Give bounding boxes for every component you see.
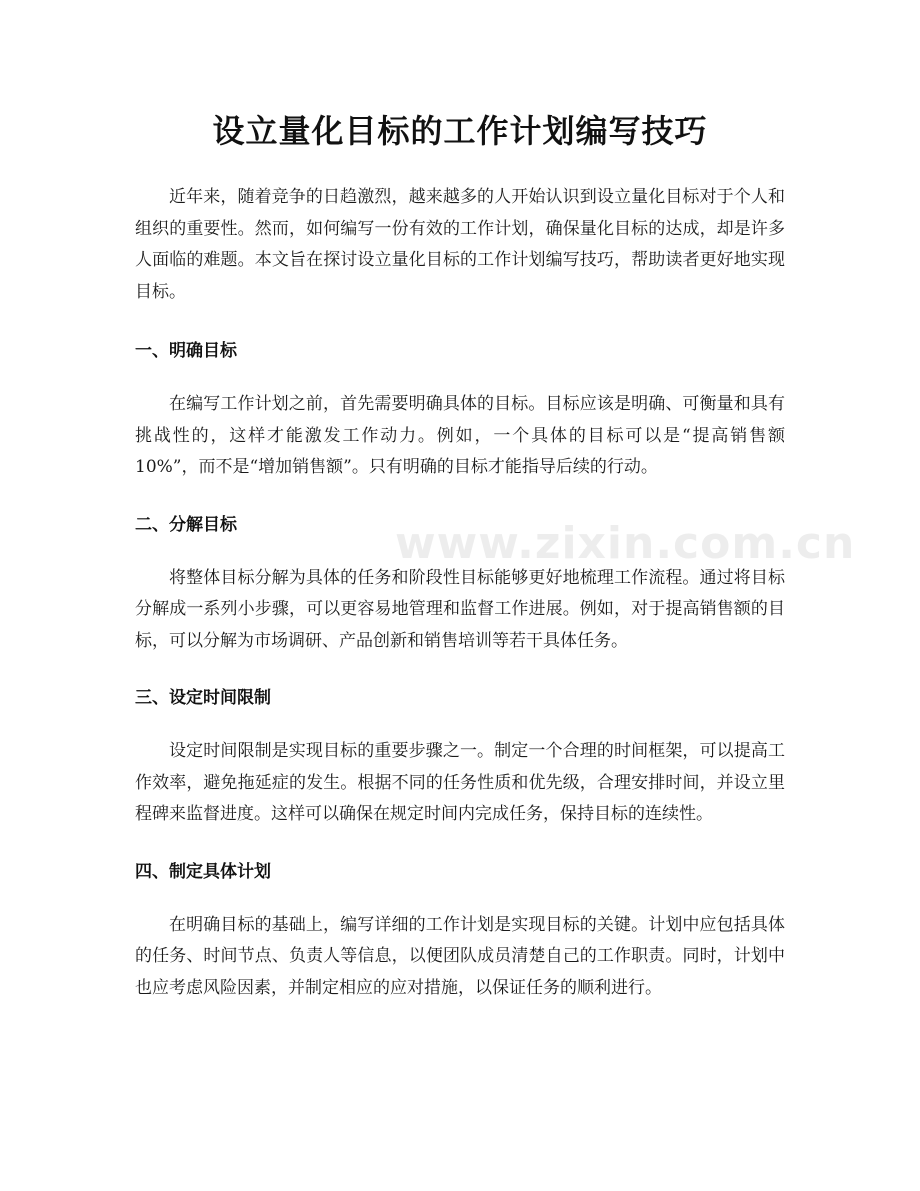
- section-body-1: 在编写工作计划之前，首先需要明确具体的目标。目标应该是明确、可衡量和具有挑战性的，这样才能激发工作动力。例如，一个具体的目标可以是“提高销售额 10%”，而不是“增加销售额”。只有明确的目标才能指导后续的行动。: [135, 394, 785, 477]
- section-body-4: 在明确目标的基础上，编写详细的工作计划是实现目标的关键。计划中应包括具体的任务、时间节点、负责人等信息，以便团队成员清楚自己的工作职责。同时，计划中也应考虑风险因素，并制定相应的应对措施，以保证任务的顺利进行。: [135, 914, 785, 998]
- document-body: [135, 182, 785, 1004]
- section-heading-4: 四、制定具体计划: [135, 861, 271, 882]
- section-body-2: 将整体目标分解为具体的任务和阶段性目标能够更好地梳理工作流程。通过将目标分解成一系列小步骤，可以更容易地管理和监督工作进展。例如，对于提高销售额的目标，可以分解为市场调研、产品创新和销售培训等若干具体任务。: [135, 567, 785, 651]
- section-heading-3: 三、设定时间限制: [135, 688, 271, 708]
- intro-paragraph: 近年来，随着竞争的日趋激烈，越来越多的人开始认识到设立量化目标对于个人和组织的重要性。然而，如何编写一份有效的工作计划，确保量化目标的达成，却是许多人面临的难题。本文旨在探讨设立量化目标的工作计划编写技巧，帮助读者更好地实现目标。: [135, 187, 785, 302]
- watermark: www.zixin.com.cn: [395, 518, 856, 569]
- section-heading-2: 二、分解目标: [135, 514, 237, 535]
- document-title: 设立量化目标的工作计划编写技巧: [212, 112, 708, 150]
- section-body-3: 设定时间限制是实现目标的重要步骤之一。制定一个合理的时间框架，可以提高工作效率，避免拖延症的发生。根据不同的任务性质和优先级，合理安排时间，并设立里程碑来监督进度。这样可以确保在规定时间内完成任务，保持目标的连续性。: [135, 741, 785, 824]
- section-heading-1: 一、明确目标: [135, 341, 237, 361]
